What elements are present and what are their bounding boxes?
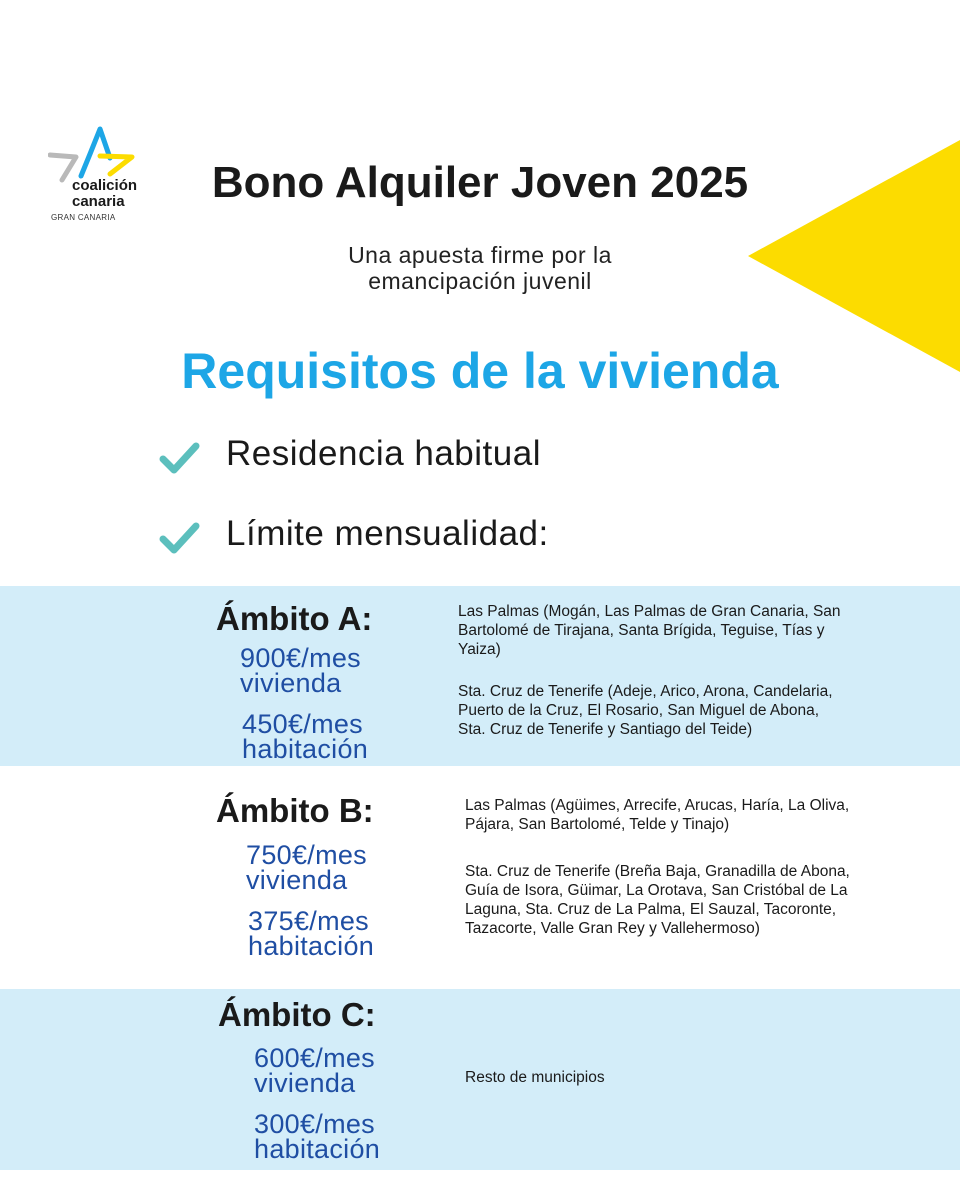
logo-text-gran-canaria: GRAN CANARIA bbox=[51, 213, 116, 222]
ambito-c-band bbox=[0, 989, 960, 1170]
label-vivienda: vivienda bbox=[254, 1068, 356, 1098]
price-vivienda: 900€/mes bbox=[240, 643, 361, 673]
label-habitacion: habitación bbox=[254, 1134, 381, 1164]
requirement-label: Límite mensualidad: bbox=[226, 514, 549, 553]
logo-text-coalicion: coalición bbox=[72, 177, 138, 194]
municipios-tenerife: Sta. Cruz de Tenerife (Breña Baja, Granadilla de Abona, Guía de Isora, Güimar, La Orotava, San Cristóbal de La Laguna, Sta. Cruz de La Palma, El Sauzal, Tacoronte, Tazacorte, Valle Gran Rey y Vallehermoso) bbox=[465, 863, 850, 937]
ambito-b-band bbox=[0, 766, 960, 989]
municipios-tenerife: Sta. Cruz de Tenerife (Adeje, Arico, Arona, Candelaria, Puerto de la Cruz, El Rosario, San Miguel de Abona, Sta. Cruz de Tenerife y Santiago del Teide) bbox=[458, 683, 833, 738]
requirement-label: Residencia habitual bbox=[226, 434, 541, 473]
logo-text-canaria: canaria bbox=[72, 193, 125, 210]
label-habitacion: habitación bbox=[248, 931, 375, 961]
label-habitacion: habitación bbox=[242, 734, 369, 764]
page-title: Bono Alquiler Joven 2025 bbox=[211, 158, 749, 207]
page-subtitle bbox=[280, 242, 680, 294]
municipios-las-palmas: Las Palmas (Agüimes, Arrecife, Arucas, Haría, La Oliva, Pájara, San Bartolomé, Telde y Tinajo) bbox=[465, 797, 850, 833]
municipios-resto: Resto de municipios bbox=[465, 1069, 605, 1086]
municipios-las-palmas: Las Palmas (Mogán, Las Palmas de Gran Canaria, San Bartolomé de Tirajana, Santa Brígida, Teguise, Tías y Yaiza) bbox=[458, 603, 841, 658]
price-vivienda: 600€/mes bbox=[254, 1043, 375, 1073]
price-habitacion: 450€/mes bbox=[242, 709, 363, 739]
section-title: Requisitos de la vivienda bbox=[181, 343, 779, 399]
ambito-b-limits bbox=[216, 793, 374, 959]
price-habitacion: 300€/mes bbox=[254, 1109, 375, 1139]
ambito-title: Ámbito C: bbox=[218, 996, 376, 1033]
price-vivienda: 750€/mes bbox=[246, 840, 367, 870]
ambito-c-limits bbox=[218, 997, 380, 1162]
star-logo-icon bbox=[48, 124, 148, 184]
check-icon bbox=[158, 440, 202, 476]
label-vivienda: vivienda bbox=[240, 668, 342, 698]
label-vivienda: vivienda bbox=[246, 865, 348, 895]
subtitle-line-1: Una apuesta firme por la bbox=[348, 242, 612, 268]
ambito-a-band bbox=[0, 586, 960, 766]
coalicion-canaria-logo bbox=[48, 124, 148, 224]
ambito-a-limits bbox=[216, 601, 372, 762]
subtitle-line-2: emancipación juvenil bbox=[368, 268, 592, 294]
price-habitacion: 375€/mes bbox=[248, 906, 369, 936]
ambito-title: Ámbito A: bbox=[216, 600, 373, 637]
check-icon bbox=[158, 520, 202, 556]
ambito-title: Ámbito B: bbox=[216, 792, 374, 829]
